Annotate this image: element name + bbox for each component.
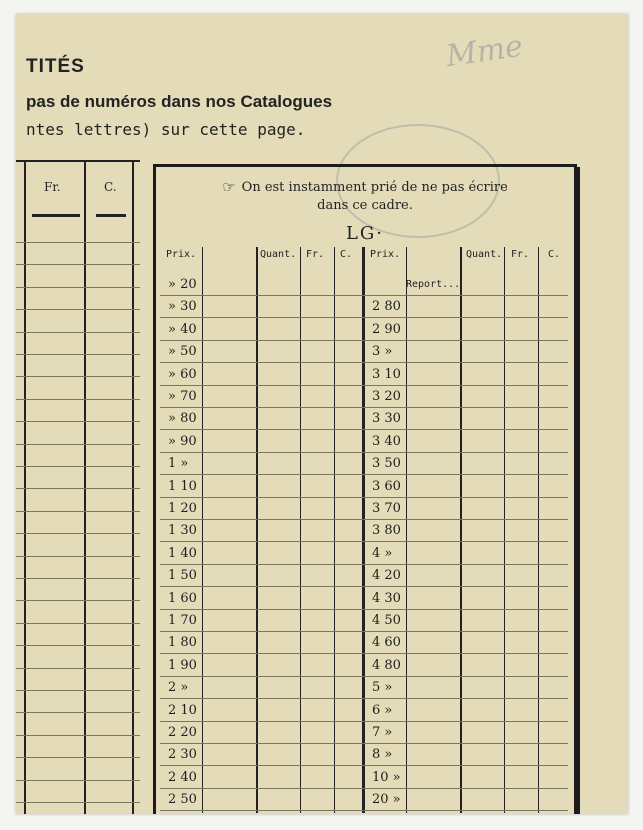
price-right: 10 » xyxy=(372,769,401,785)
price-left: 1 10 xyxy=(168,478,197,494)
frame-row-rule xyxy=(160,810,568,811)
price-left: 1 50 xyxy=(168,568,197,584)
price-right: 3 50 xyxy=(372,456,401,472)
frame-row-rule xyxy=(160,317,568,318)
left-header-bar xyxy=(32,214,80,217)
price-right: 7 » xyxy=(372,725,393,740)
price-right: 3 60 xyxy=(372,478,401,494)
price-right: 2 90 xyxy=(372,321,401,337)
col-header-c: C. xyxy=(340,249,353,260)
price-right: 3 30 xyxy=(372,411,401,427)
price-right: 4 30 xyxy=(372,590,401,606)
left-table-row-rule xyxy=(16,735,140,736)
pointing-hand-icon: ☞ xyxy=(222,178,236,196)
frame-row-rule xyxy=(160,340,568,341)
left-table-row-rule xyxy=(16,242,140,243)
price-left: 1 60 xyxy=(168,590,197,606)
price-right: 5 » xyxy=(372,680,393,696)
order-frame xyxy=(153,164,577,814)
price-left: 2 » xyxy=(168,680,189,696)
frame-rule xyxy=(504,247,505,813)
frame-row-rule xyxy=(160,765,568,766)
price-left: » 20 xyxy=(168,277,197,292)
left-table-row-rule xyxy=(16,780,140,781)
left-table-row-rule xyxy=(16,645,140,646)
left-table-row-rule xyxy=(16,600,140,601)
notice-line-2: dans ce cadre. xyxy=(317,198,413,213)
frame-row-rule xyxy=(160,519,568,520)
frame-rule xyxy=(406,247,407,813)
frame-rule-center xyxy=(362,247,365,813)
frame-row-rule xyxy=(160,586,568,587)
price-left: 1 90 xyxy=(168,657,197,673)
price-left: » 80 xyxy=(168,411,197,427)
left-table-row-rule xyxy=(16,802,140,803)
frame-row-rule xyxy=(160,743,568,744)
price-left: 1 80 xyxy=(168,635,197,651)
frame-row-rule xyxy=(160,698,568,699)
left-table-row-rule xyxy=(16,757,140,758)
header-title: TITÉS xyxy=(26,56,85,77)
left-table-row-rule xyxy=(16,444,140,445)
header-subtitle: pas de numéros dans nos Catalogues xyxy=(26,92,333,111)
price-right: 4 60 xyxy=(372,635,401,651)
left-table-row-rule xyxy=(16,421,140,422)
left-table-row-rule xyxy=(16,623,140,624)
left-table-row-rule xyxy=(16,511,140,512)
left-table-row-rule xyxy=(16,287,140,288)
price-left: » 50 xyxy=(168,344,197,360)
price-right: 3 20 xyxy=(372,389,401,404)
price-right: 4 20 xyxy=(372,568,401,584)
frame-rule xyxy=(460,247,462,813)
price-left: 2 20 xyxy=(168,725,197,740)
left-col-fr-header: Fr. xyxy=(44,180,61,194)
price-right: 3 80 xyxy=(372,523,401,539)
frame-row-rule xyxy=(160,609,568,610)
price-right: 8 » xyxy=(372,747,393,763)
frame-rule xyxy=(202,247,203,813)
price-right: 4 80 xyxy=(372,657,401,673)
col-header-fr-2: Fr. xyxy=(511,249,530,260)
left-table-row-rule xyxy=(16,533,140,534)
price-left: 1 30 xyxy=(168,523,197,539)
price-left: 1 40 xyxy=(168,545,197,561)
left-table-row-rule xyxy=(16,690,140,691)
frame-row-rule xyxy=(160,497,568,498)
report-label: Report... xyxy=(406,279,461,290)
header-instructions: ntes lettres) sur cette page. xyxy=(26,120,306,139)
col-header-c-2: C. xyxy=(548,249,561,260)
frame-row-rule xyxy=(160,788,568,789)
frame-row-rule xyxy=(160,407,568,408)
handwriting-watermark: Mme xyxy=(443,28,525,75)
left-table-row-rule xyxy=(16,332,140,333)
price-right: 3 40 xyxy=(372,433,401,449)
frame-row-rule xyxy=(160,362,568,363)
left-table-row-rule xyxy=(16,556,140,557)
frame-row-rule xyxy=(160,676,568,677)
frame-row-rule xyxy=(160,452,568,453)
frame-row-rule xyxy=(160,721,568,722)
col-header-fr: Fr. xyxy=(306,249,325,260)
frame-row-rule xyxy=(160,541,568,542)
left-table-row-rule xyxy=(16,309,140,310)
notice-line-1 xyxy=(156,179,574,196)
frame-row-rule xyxy=(160,564,568,565)
price-left: 1 70 xyxy=(168,613,197,628)
left-table-row-rule xyxy=(16,399,140,400)
price-left: 1 20 xyxy=(168,501,197,516)
price-left: » 40 xyxy=(168,321,197,337)
price-right: 4 » xyxy=(372,545,393,561)
frame-row-rule xyxy=(160,631,568,632)
price-left: 2 50 xyxy=(168,792,197,808)
price-right: 3 70 xyxy=(372,501,401,516)
price-left: 2 30 xyxy=(168,747,197,763)
price-left: 1 » xyxy=(168,456,189,472)
col-header-prix: Prix. xyxy=(166,249,197,260)
frame-row-rule xyxy=(160,385,568,386)
frame-rule xyxy=(538,247,539,813)
price-left: » 30 xyxy=(168,299,197,315)
left-table-row-rule xyxy=(16,578,140,579)
price-right: 3 10 xyxy=(372,366,401,382)
left-table-row-rule xyxy=(16,488,140,489)
price-right: 4 50 xyxy=(372,613,401,628)
col-header-quant: Quant. xyxy=(260,249,297,260)
frame-row-rule xyxy=(160,653,568,654)
left-col-c-header: C. xyxy=(104,180,117,194)
left-table-row-rule xyxy=(16,668,140,669)
price-right: 6 » xyxy=(372,702,393,718)
frame-row-rule xyxy=(160,429,568,430)
frame-row-rule xyxy=(160,474,568,475)
col-header-prix-2: Prix. xyxy=(370,249,401,260)
price-right: 20 » xyxy=(372,792,401,808)
left-header-bar xyxy=(96,214,126,217)
left-table-row-rule xyxy=(16,376,140,377)
price-left: » 60 xyxy=(168,366,197,382)
paper-sheet xyxy=(16,14,628,814)
left-table-row-rule xyxy=(16,466,140,467)
price-left: 2 40 xyxy=(168,769,197,785)
left-table-row-rule xyxy=(16,264,140,265)
left-order-table xyxy=(16,160,140,814)
frame-row-rule xyxy=(160,295,568,296)
left-table-row-rule xyxy=(16,354,140,355)
price-left: 2 10 xyxy=(168,702,197,718)
frame-rule xyxy=(256,247,258,813)
lg-mark: LG· xyxy=(345,223,385,244)
notice-text-1: On est instamment prié de ne pas écrire xyxy=(241,180,508,195)
left-table-row-rule xyxy=(16,712,140,713)
price-left: » 90 xyxy=(168,433,197,449)
frame-rule xyxy=(300,247,301,813)
col-header-quant-2: Quant. xyxy=(466,249,503,260)
price-left: » 70 xyxy=(168,389,197,404)
price-right: 3 » xyxy=(372,344,393,360)
frame-rule xyxy=(334,247,335,813)
price-right: 2 80 xyxy=(372,299,401,315)
